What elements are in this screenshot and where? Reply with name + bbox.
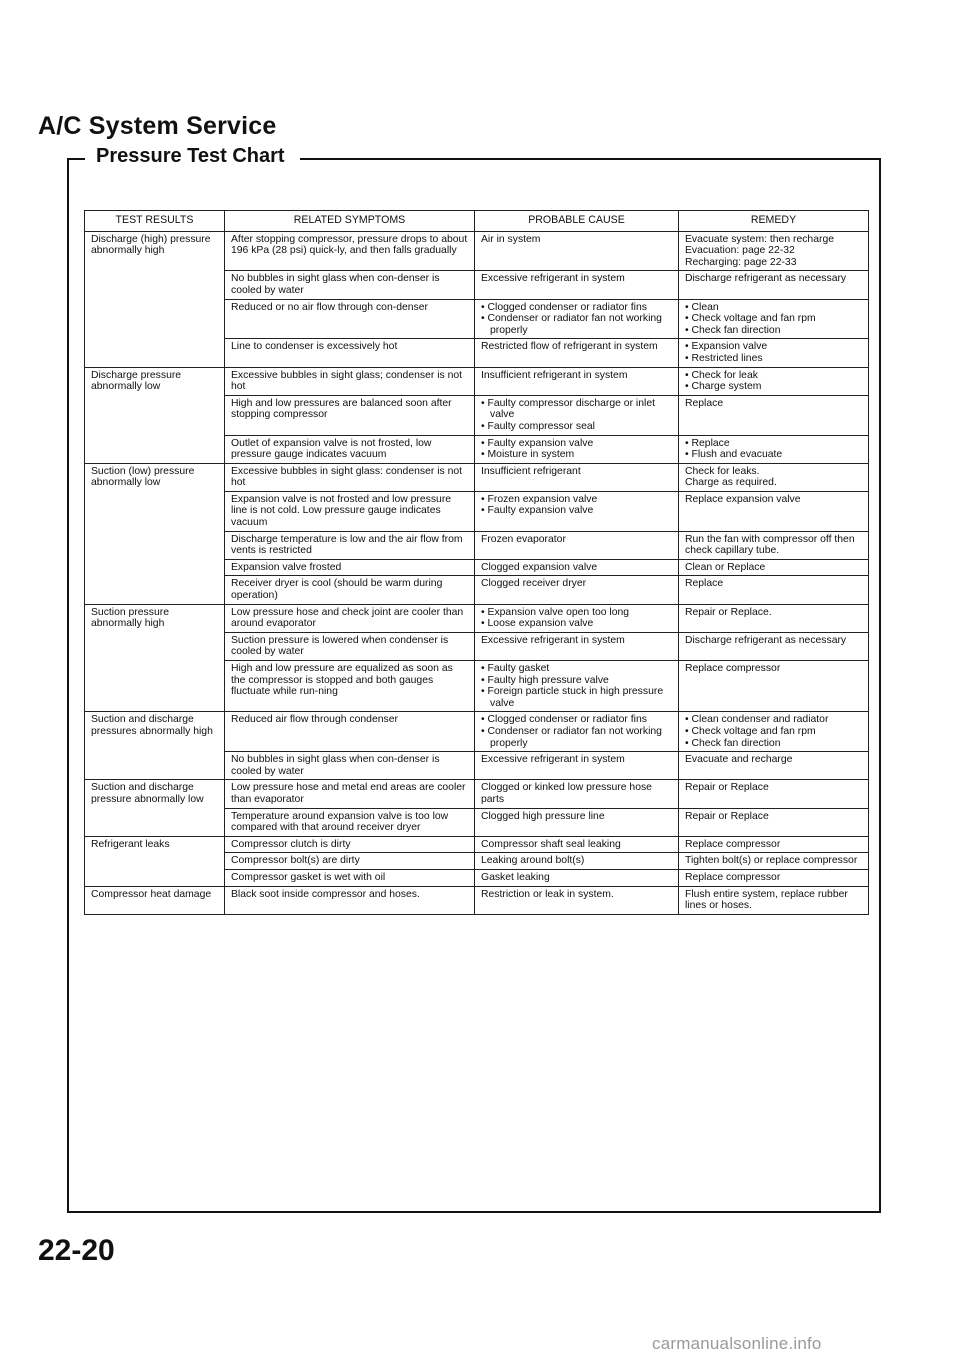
symptom-cell: [225, 661, 475, 712]
cause-cell: [475, 661, 679, 712]
header-test-results: TEST RESULTS: [85, 211, 225, 232]
cause-cell: [475, 395, 679, 435]
remedy-cell: [679, 632, 869, 660]
remedy-text: Replace compressor: [685, 663, 781, 674]
remedy-text: Discharge refrigerant as necessary: [685, 634, 847, 646]
cause-cell: [475, 463, 679, 491]
cause-text: Insufficient refrigerant: [481, 465, 581, 477]
remedy-text: Replace: [685, 578, 724, 590]
page-title: A/C System Service: [38, 112, 277, 140]
cause-text: • Faulty compressor discharge or inlet valve: [481, 397, 655, 421]
cause-text: • Faulty expansion valve: [481, 437, 594, 449]
table-row: [85, 231, 869, 271]
cause-text: Restricted flow of refrigerant in system: [481, 341, 658, 353]
remedy-text: Discharge refrigerant as necessary: [685, 273, 847, 285]
symptom-cell: [225, 271, 475, 299]
header-probable-cause: PROBABLE CAUSE: [475, 211, 679, 232]
symptom-cell: [225, 576, 475, 604]
symptom-cell: [225, 604, 475, 632]
symptom-cell: [225, 808, 475, 836]
remedy-cell: [679, 491, 869, 531]
table-row: [85, 604, 869, 632]
symptom-cell: [225, 836, 475, 853]
cause-cell: [475, 559, 679, 576]
symptom-cell: [225, 491, 475, 531]
test-result-cell: Discharge pressure abnormally low: [85, 367, 225, 463]
symptom-cell: [225, 231, 475, 271]
symptom-text: Line to condenser is excessively hot: [231, 341, 398, 353]
remedy-text: • Check voltage and fan rpm: [685, 725, 816, 737]
header-remedy: REMEDY: [679, 211, 869, 232]
remedy-text: • Flush and evacuate: [685, 449, 783, 461]
remedy-cell: [679, 559, 869, 576]
table-row: [85, 836, 869, 853]
remedy-cell: [679, 463, 869, 491]
symptom-text: Expansion valve frosted: [231, 561, 342, 573]
cause-cell: [475, 271, 679, 299]
symptom-text: Receiver dryer is cool (should be warm during operation): [231, 578, 443, 602]
symptom-cell: [225, 395, 475, 435]
cause-text: Clogged or kinked low pressure hose parts: [481, 782, 652, 805]
symptom-cell: [225, 559, 475, 576]
symptom-cell: [225, 299, 475, 339]
symptom-text: Low pressure hose and metal end areas are cooler than evaporator: [231, 782, 466, 805]
symptom-text: Black soot inside compressor and hoses.: [231, 888, 420, 900]
cause-text: Clogged receiver dryer: [481, 578, 587, 590]
remedy-cell: [679, 712, 869, 752]
remedy-text: • Clean: [685, 301, 719, 313]
remedy-text: • Clean condenser and radiator: [685, 714, 829, 726]
symptom-text: Low pressure hose and check joint are cooler than around evaporator: [231, 606, 464, 630]
cause-text: • Frozen expansion valve: [481, 493, 598, 505]
cause-text: Leaking around bolt(s): [481, 855, 585, 867]
cause-cell: [475, 712, 679, 752]
remedy-text: • Check voltage and fan rpm: [685, 313, 816, 325]
cause-text: • Loose expansion valve: [481, 618, 594, 630]
remedy-cell: [679, 604, 869, 632]
symptom-cell: [225, 339, 475, 367]
remedy-text: • Check for leak: [685, 369, 758, 381]
remedy-text: Clean or Replace: [685, 561, 766, 573]
symptom-cell: [225, 886, 475, 914]
frame-top-right-rule: [300, 158, 881, 160]
cause-text: • Faulty compressor seal: [481, 420, 595, 432]
remedy-text: • Check fan direction: [685, 737, 781, 749]
cause-text: Excessive refrigerant in system: [481, 634, 625, 646]
remedy-cell: [679, 869, 869, 886]
symptom-cell: [225, 869, 475, 886]
cause-cell: [475, 632, 679, 660]
test-result-cell: Suction and discharge pressure abnormally low: [85, 780, 225, 836]
table-body: [85, 231, 869, 914]
symptom-text: Discharge temperature is low and the air flow from vents is restricted: [231, 533, 463, 557]
table-row: [85, 780, 869, 808]
cause-cell: [475, 853, 679, 870]
cause-text: • Faulty gasket: [481, 663, 550, 674]
cause-cell: [475, 531, 679, 559]
symptom-text: High and low pressure are equalized as soon as the compressor is stopped and both gauges fluctuate while run-ning: [231, 663, 453, 698]
remedy-cell: [679, 808, 869, 836]
symptom-text: Reduced air flow through condenser: [231, 714, 398, 726]
symptom-text: Compressor bolt(s) are dirty: [231, 855, 360, 867]
test-result-cell: Compressor heat damage: [85, 886, 225, 914]
remedy-text: • Charge system: [685, 381, 762, 393]
cause-text: Clogged expansion valve: [481, 561, 598, 573]
table-row: [85, 367, 869, 395]
cause-cell: [475, 339, 679, 367]
symptom-text: Outlet of expansion valve is not frosted, low pressure gauge indicates vacuum: [231, 437, 432, 461]
symptom-text: Compressor clutch is dirty: [231, 838, 351, 850]
remedy-cell: [679, 435, 869, 463]
header-related-symptoms: RELATED SYMPTOMS: [225, 211, 475, 232]
symptom-text: Excessive bubbles in sight glass: condenser is not hot: [231, 465, 463, 489]
remedy-cell: [679, 752, 869, 780]
watermark: carmanualsonline.info: [652, 1334, 822, 1353]
cause-cell: [475, 886, 679, 914]
symptom-cell: [225, 752, 475, 780]
remedy-cell: [679, 780, 869, 808]
cause-text: Insufficient refrigerant in system: [481, 369, 628, 381]
cause-cell: [475, 780, 679, 808]
remedy-text: • Expansion valve: [685, 341, 768, 353]
cause-text: • Condenser or radiator fan not working properly: [481, 313, 662, 336]
cause-text: • Clogged condenser or radiator fins: [481, 301, 647, 313]
cause-cell: [475, 752, 679, 780]
symptom-text: Suction pressure is lowered when condenser is cooled by water: [231, 634, 449, 658]
remedy-text: Flush entire system, replace rubber lines or hoses.: [685, 888, 848, 912]
test-result-cell: Suction (low) pressure abnormally low: [85, 463, 225, 604]
symptom-cell: [225, 435, 475, 463]
cause-text: • Faulty expansion valve: [481, 505, 594, 517]
remedy-text: Replace compressor: [685, 838, 781, 850]
remedy-cell: [679, 271, 869, 299]
remedy-cell: [679, 576, 869, 604]
cause-text: Air in system: [481, 233, 541, 245]
remedy-cell: [679, 299, 869, 339]
cause-text: • Moisture in system: [481, 449, 575, 461]
remedy-cell: [679, 367, 869, 395]
symptom-text: High and low pressures are balanced soon after stopping compressor: [231, 397, 452, 421]
cause-text: • Expansion valve open too long: [481, 606, 630, 618]
remedy-text: Run the fan with compressor off then check capillary tube.: [685, 533, 855, 557]
symptom-cell: [225, 531, 475, 559]
remedy-cell: [679, 836, 869, 853]
test-result-cell: Refrigerant leaks: [85, 836, 225, 886]
table-row: [85, 886, 869, 914]
remedy-text: Charge as required.: [685, 477, 777, 489]
symptom-text: Compressor gasket is wet with oil: [231, 871, 386, 883]
remedy-text: Repair or Replace: [685, 782, 769, 794]
symptom-cell: [225, 853, 475, 870]
cause-text: • Clogged condenser or radiator fins: [481, 714, 647, 726]
remedy-text: Recharging: page 22-33: [685, 256, 797, 268]
pressure-test-table: [84, 210, 869, 915]
remedy-text: • Restricted lines: [685, 352, 763, 364]
cause-text: • Foreign particle stuck in high pressure valve: [481, 686, 664, 709]
cause-cell: [475, 491, 679, 531]
cause-cell: [475, 299, 679, 339]
test-result-cell: Suction pressure abnormally high: [85, 604, 225, 712]
remedy-cell: [679, 395, 869, 435]
cause-text: Excessive refrigerant in system: [481, 273, 625, 285]
cause-text: Gasket leaking: [481, 871, 550, 883]
symptom-cell: [225, 367, 475, 395]
cause-text: Compressor shaft seal leaking: [481, 838, 621, 850]
remedy-cell: [679, 886, 869, 914]
remedy-text: Replace expansion valve: [685, 493, 801, 505]
remedy-text: Evacuate and recharge: [685, 754, 793, 766]
cause-text: Restriction or leak in system.: [481, 888, 614, 900]
remedy-text: Replace: [685, 397, 724, 409]
remedy-text: Repair or Replace: [685, 810, 769, 822]
symptom-text: No bubbles in sight glass when con-denser is cooled by water: [231, 273, 440, 296]
section-subtitle: Pressure Test Chart: [92, 145, 289, 168]
cause-cell: [475, 576, 679, 604]
cause-text: Clogged high pressure line: [481, 810, 605, 822]
remedy-cell: [679, 661, 869, 712]
table-row: [85, 463, 869, 491]
remedy-text: Check for leaks.: [685, 465, 760, 477]
cause-cell: [475, 808, 679, 836]
remedy-text: Evacuate system: then recharge: [685, 233, 835, 245]
remedy-cell: [679, 853, 869, 870]
remedy-cell: [679, 531, 869, 559]
cause-text: Excessive refrigerant in system: [481, 754, 625, 766]
cause-cell: [475, 435, 679, 463]
remedy-text: Replace compressor: [685, 871, 781, 883]
symptom-text: No bubbles in sight glass when con-denser is cooled by water: [231, 754, 440, 777]
symptom-cell: [225, 712, 475, 752]
symptom-cell: [225, 632, 475, 660]
remedy-cell: [679, 339, 869, 367]
page-number: 22-20: [38, 1234, 115, 1267]
remedy-cell: [679, 231, 869, 271]
cause-text: Frozen evaporator: [481, 533, 566, 545]
cause-cell: [475, 231, 679, 271]
cause-text: • Faulty high pressure valve: [481, 674, 609, 686]
test-result-cell: Suction and discharge pressures abnormally high: [85, 712, 225, 780]
table-header-row: [85, 211, 869, 232]
cause-cell: [475, 604, 679, 632]
symptom-text: Excessive bubbles in sight glass; condenser is not hot: [231, 369, 463, 393]
remedy-text: Tighten bolt(s) or replace compressor: [685, 855, 858, 867]
cause-cell: [475, 836, 679, 853]
cause-cell: [475, 869, 679, 886]
symptom-text: Reduced or no air flow through con-denser: [231, 301, 428, 313]
remedy-text: Repair or Replace.: [685, 606, 772, 618]
remedy-text: Evacuation: page 22-32: [685, 245, 795, 257]
remedy-text: • Replace: [685, 437, 730, 449]
symptom-text: Temperature around expansion valve is too low compared with that around receiver dryer: [231, 810, 449, 834]
table-row: [85, 712, 869, 752]
symptom-cell: [225, 463, 475, 491]
symptom-text: Expansion valve is not frosted and low pressure line is not cold. Low pressure gauge indicates vacuum: [231, 493, 452, 529]
cause-cell: [475, 367, 679, 395]
cause-text: • Condenser or radiator fan not working properly: [481, 725, 662, 749]
symptom-text: After stopping compressor, pressure drops to about 196 kPa (28 psi) quick-ly, and then falls gradually: [231, 233, 468, 257]
remedy-text: • Check fan direction: [685, 324, 781, 336]
test-result-cell: Discharge (high) pressure abnormally high: [85, 231, 225, 367]
symptom-cell: [225, 780, 475, 808]
frame-top-left-rule: [67, 158, 85, 160]
